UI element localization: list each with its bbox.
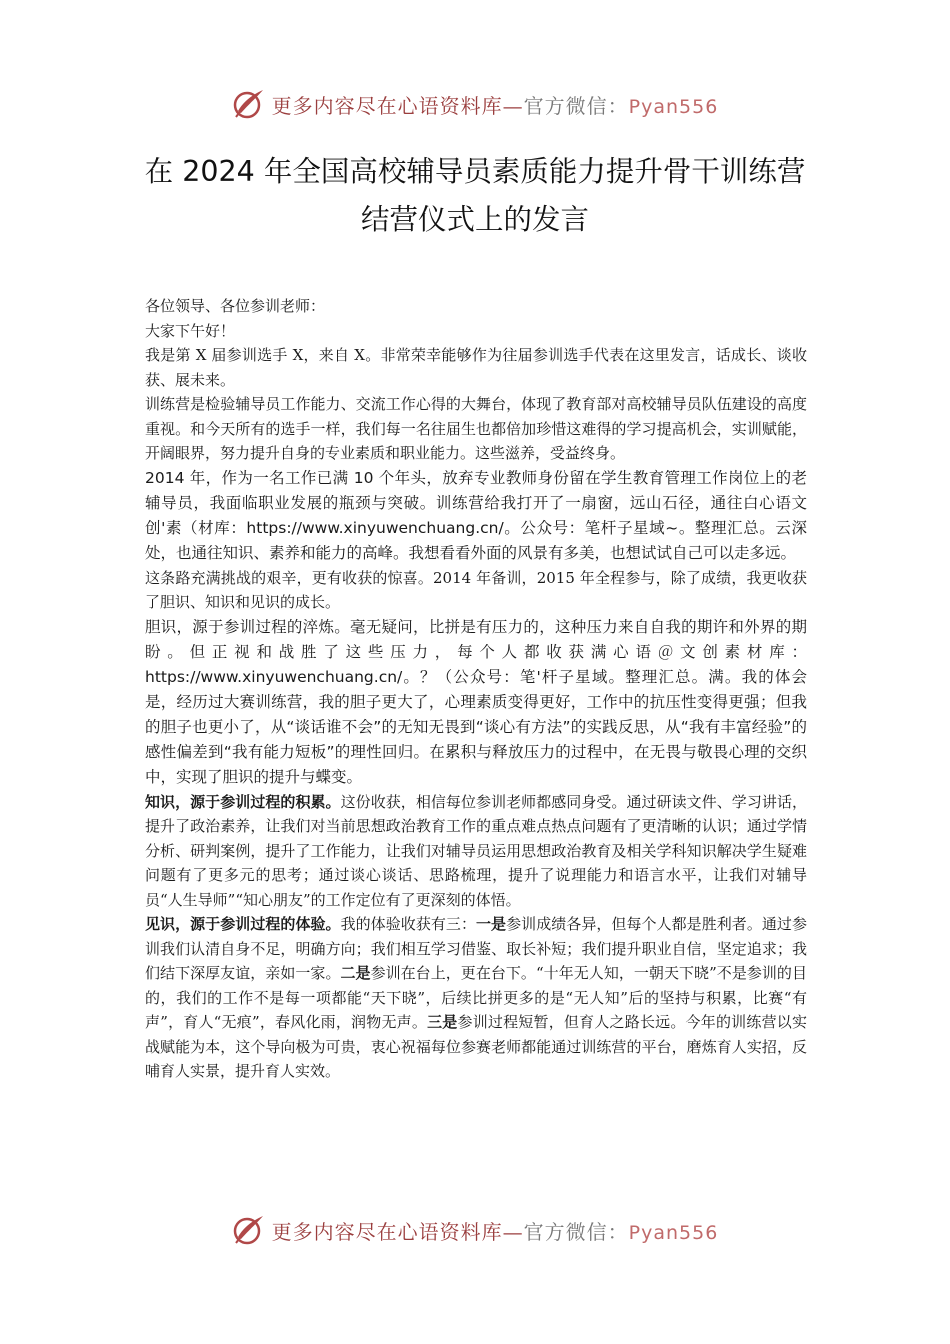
knowledge-heading: 知识，源于参训过程的积累。 bbox=[145, 792, 341, 811]
banner-main-text: 更多内容尽在心语资料库 bbox=[271, 93, 503, 118]
paragraph-intro: 我是第 X 届参训选手 X，来自 X。非常荣幸能够作为往届参训选手代表在这里发言，话成长、谈收获、展未来。 bbox=[145, 346, 807, 389]
document-body bbox=[145, 294, 807, 1084]
insight-point-2-label: 二是 bbox=[340, 964, 371, 982]
insight-point-2-text: 参训在台上，更在台下。“十年无人知，一朝天下晓”不是参训的目的，我们的工作不是每一项都能“天下晓”，后续比拼更多的是“无人知”后的坚持与积累，比赛“有声”，育人“无痕”，春风化雨，润物无声。 bbox=[145, 964, 807, 1031]
banner-main-text: 更多内容尽在心语资料库 bbox=[271, 1219, 503, 1244]
insight-point-1-label: 一是 bbox=[476, 915, 507, 933]
banner-wechat-id: Pyan556 bbox=[628, 1221, 719, 1244]
insight-point-3-text: 参训过程短暂，但育人之路长远。今年的训练营以实战赋能为本，这个导向极为可贵，衷心祝福每位参赛老师都能通过训练营的平台，磨炼育人实招，反哺育人实景，提升育人实效。 bbox=[145, 1013, 807, 1080]
title-line-2: 结营仪式上的发言 bbox=[360, 203, 589, 236]
paragraph-training-camp: 训练营是检验辅导员工作能力、交流工作心得的大舞台，体现了教育部对高校辅导员队伍建设的高度重视。和今天所有的选手一样，我们每一名往届生也都倍加珍惜这难得的学习提高机会，实训赋能，开阔眼界，努力提升自身的专业素质和职业能力。这些滋养，受益终身。 bbox=[145, 395, 807, 462]
insight-point-3-label: 三是 bbox=[427, 1013, 458, 1031]
paragraph-insight bbox=[145, 912, 807, 1084]
insight-point-1-text: 参训成绩各异，但每个人都是胜利者。通过参训我们认清自身不足，明确方向；我们相互学习借鉴、取长补短；我们提升职业自信，坚定追求；我们结下深厚友谊，亲如一家。 bbox=[145, 915, 807, 982]
paragraph-greeting: 大家下午好！ bbox=[145, 321, 236, 340]
knowledge-text: 这份收获，相信每位参训老师都感同身受。通过研读文件、学习讲话，提升了政治素养，让我们对当前思想政治教育工作的重点难点热点问题有了更清晰的认识；通过学情分析、研判案例，提升了工作能力，让我们对辅导员运用思想政治教育及相关学科知识解决学生疑难问题有了更多元的思考；通过谈心谈话、思路梳理，提升了说理能力和语言水平，让我们对辅导员“人生导师”“知心朋友”的工作定位有了更深刻的体悟。 bbox=[145, 792, 807, 909]
banner-wechat-id: Pyan556 bbox=[628, 95, 719, 118]
footer-watermark-banner bbox=[0, 1206, 950, 1254]
paragraph-knowledge bbox=[145, 790, 807, 913]
paragraph-courage: 胆识，源于参训过程的淬炼。毫无疑问，比拼是有压力的，这种压力来自自我的期许和外界的期盼。但正视和战胜了这些压力，每个人都收获满心语＠文创素材库：https://www.xinyuwenchuang.cn/。？（公众号：笔'杆子星域。整理汇总。满。我的体会是，经历过大赛训练营，我的胆子更大了，心理素质变得更好，工作中的抗压性变得更强；但我的胆子也更小了，从“谈话谁不会”的无知无畏到“谈心有方法”的实践反思，从“我有丰富经验”的感性偏差到“我有能力短板”的理性回归。在累积与释放压力的过程中，在无畏与敬畏心理的交织中，实现了胆识的提升与蝶变。 bbox=[145, 617, 807, 786]
paragraph-2014: 2014 年，作为一名工作已满 10 个年头，放弃专业教师身份留在学生教育管理工作岗位上的老辅导员，我面临职业发展的瓶颈与突破。训练营给我打开了一扇窗，远山石径，通往白心语文创'素（材库：https://www.xinyuwenchuang.cn/。公众号：笔杆子星域~。整理汇总。云深处，也通往知识、素养和能力的高峰。我想看看外面的风景有多美，也想试试自己可以走多远。 bbox=[145, 468, 807, 562]
paragraph-salutation: 各位领导、各位参训老师： bbox=[145, 297, 326, 315]
insight-heading: 见识，源于参训过程的体验。 bbox=[145, 915, 341, 933]
insight-intro: 我的体验收获有三： bbox=[340, 915, 477, 933]
title-line-1: 在 2024 年全国高校辅导员素质能力提升骨干训练营 bbox=[144, 155, 806, 188]
banner-text bbox=[272, 90, 719, 119]
quill-logo-icon bbox=[232, 87, 266, 121]
banner-dash: — bbox=[502, 93, 524, 118]
banner-sub-text: 官方微信： bbox=[523, 1219, 629, 1244]
banner-sub-text: 官方微信： bbox=[523, 93, 629, 118]
header-watermark-banner bbox=[0, 80, 950, 128]
banner-dash: — bbox=[502, 1219, 524, 1244]
paragraph-challenges: 这条路充满挑战的艰辛，更有收获的惊喜。2014 年备训，2015 年全程参与，除了成绩，我更收获了胆识、知识和见识的成长。 bbox=[145, 568, 807, 611]
quill-logo-icon bbox=[232, 1213, 266, 1247]
banner-text bbox=[272, 1216, 719, 1245]
document-title bbox=[100, 148, 850, 244]
